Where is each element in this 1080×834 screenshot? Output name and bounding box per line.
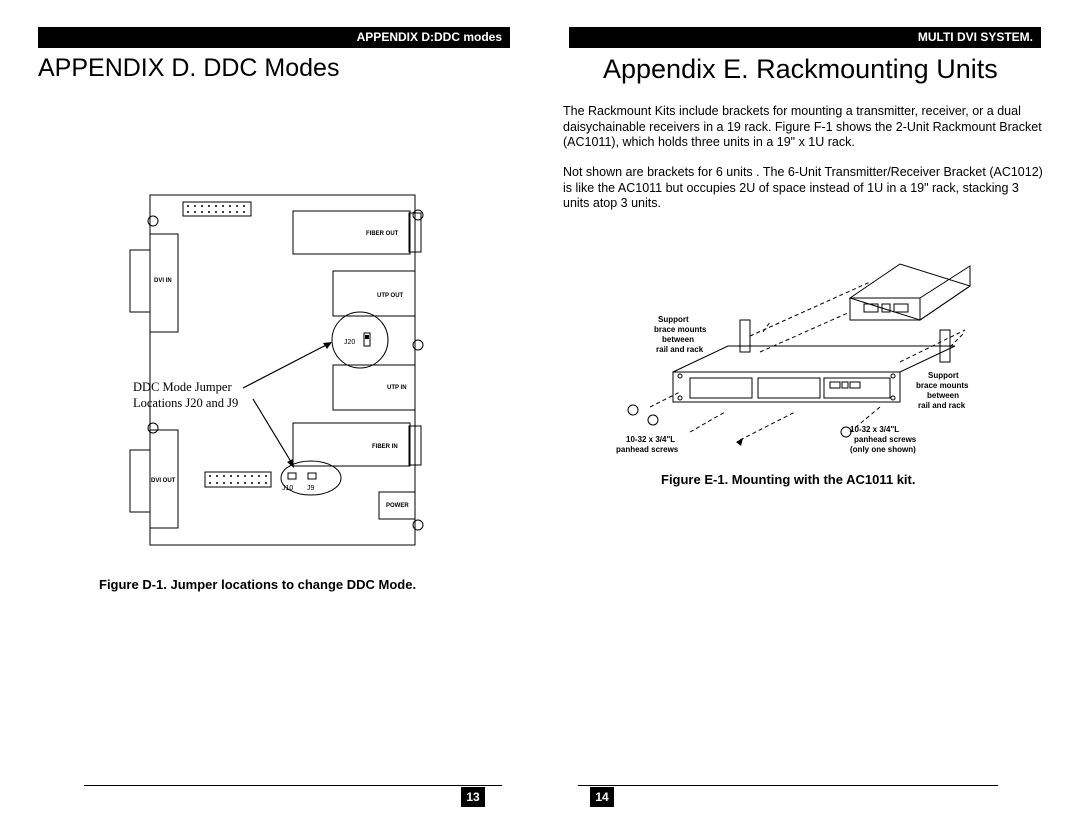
left-header-rule: [38, 47, 510, 48]
left-support-brace: [740, 320, 750, 352]
label-utp-in: UTP IN: [387, 385, 407, 391]
label-j9: J9: [307, 485, 315, 492]
left-page-title: APPENDIX D. DDC Modes: [38, 54, 340, 82]
support-left-line-4: rail and rack: [656, 345, 704, 354]
left-page-number: 13: [461, 787, 485, 807]
label-dvi-out: DVI OUT: [151, 478, 176, 484]
left-screw-2: [648, 415, 658, 425]
right-figure-caption: Figure E-1. Mounting with the AC1011 kit.: [661, 472, 916, 487]
label-fiber-in: FIBER IN: [372, 444, 398, 450]
dvi-in-port: [130, 250, 150, 312]
j9-jumper: [308, 473, 316, 479]
pcb-outline: [150, 195, 415, 545]
screws-right-line-1: 10-32 x 3/4"L: [850, 425, 900, 434]
callout-line-1: DDC Mode Jumper: [133, 380, 232, 394]
right-page-number: 14: [590, 787, 614, 807]
screws-right-line-3: (only one shown): [850, 445, 916, 454]
rail-slot-1: [690, 378, 752, 398]
paragraph-2: Not shown are brackets for 6 units . The 6-Unit Transmitter/Receiver Bracket (AC1012) is like the AC1011 but occupies 2U of space instead of 1U in a 19" rack, stacking 3 units atop 3 units.: [563, 165, 1043, 210]
dvi-out-port: [130, 450, 150, 512]
left-header-bar: [38, 27, 510, 47]
left-header-label: APPENDIX D:DDC modes: [356, 30, 502, 44]
right-footer-rule: [578, 785, 998, 786]
right-header-rule: [569, 47, 1041, 48]
j10-jumper: [288, 473, 296, 479]
support-left-line-3: between: [662, 335, 695, 344]
j20-callout-circle: [332, 312, 388, 368]
pcb-figure: [125, 185, 440, 550]
label-utp-out: UTP OUT: [377, 293, 404, 299]
paragraph-1: The Rackmount Kits include brackets for mounting a transmitter, receiver, or a dual daisychainable receivers in a 19 rack. Figure F-1 shows the 2-Unit Rackmount Bracket (AC1011), which holds three units in a 19" x 1U rack.: [563, 104, 1042, 149]
right-page-title: Appendix E. Rackmounting Units: [603, 54, 998, 84]
bottom-header-block: [205, 472, 271, 487]
screws-right-line-2: panhead screws: [854, 435, 917, 444]
top-header-block: [183, 202, 251, 216]
screws-left-line-1: 10-32 x 3/4"L: [626, 435, 676, 444]
support-right-line-2: brace mounts: [916, 381, 969, 390]
label-j10: J10: [282, 485, 294, 492]
label-power: POWER: [386, 503, 409, 509]
support-left-line-2: brace mounts: [654, 325, 707, 334]
right-header-label: MULTI DVI SYSTEM.: [917, 30, 1033, 44]
arrow-to-j9: [253, 399, 293, 465]
arrow-to-j20: [243, 343, 330, 388]
left-screw-1: [628, 405, 638, 415]
support-right-line-4: rail and rack: [918, 401, 966, 410]
unit-side-face: [920, 266, 970, 320]
label-j20: J20: [344, 339, 356, 346]
screws-left-line-2: panhead screws: [616, 445, 679, 454]
support-left-line-1: Support: [658, 315, 689, 324]
label-dvi-in: DVI IN: [154, 278, 172, 284]
rail-top: [673, 346, 955, 372]
rail-slot-2: [758, 378, 820, 398]
j20-jumper: [364, 333, 370, 346]
callout-line-2: Locations J20 and J9: [133, 396, 239, 410]
left-footer-rule: [84, 785, 502, 786]
support-right-line-3: between: [927, 391, 960, 400]
left-figure-caption: Figure D-1. Jumper locations to change DDC Mode.: [99, 577, 417, 592]
rackmount-figure: [610, 252, 980, 457]
label-fiber-out: FIBER OUT: [366, 231, 399, 237]
support-right-line-1: Support: [928, 371, 959, 380]
right-header-bar: [569, 27, 1041, 47]
